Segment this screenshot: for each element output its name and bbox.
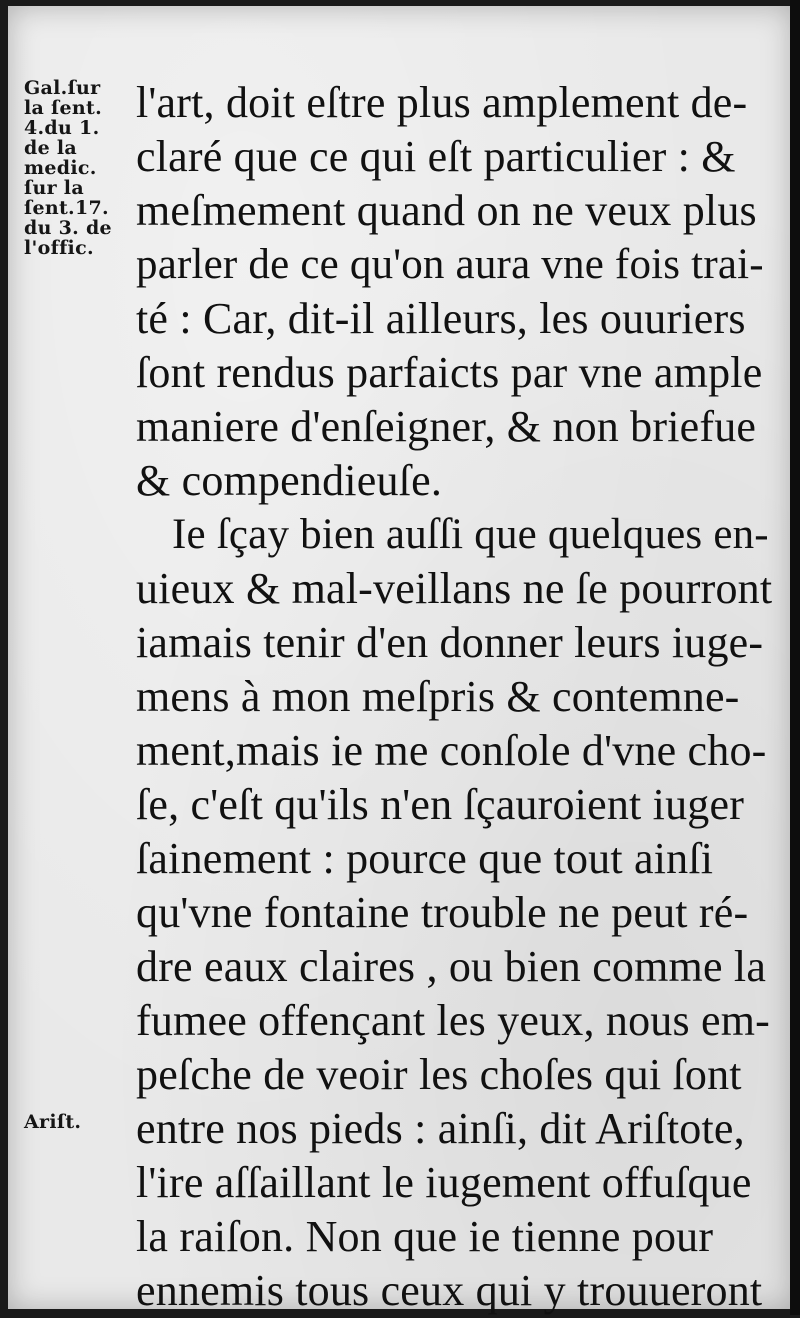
text-line: maniere d'enſeigner, & non briefue — [136, 402, 757, 451]
margin-note-line: ſent.17. — [24, 197, 109, 219]
text-line: & compendieuſe. — [136, 456, 443, 505]
margin-note-line: ſur la — [24, 177, 84, 199]
margin-note-line: 4.du 1. — [24, 117, 100, 139]
body-text — [136, 76, 776, 1318]
text-line: mens à mon meſpris & contemne- — [136, 672, 740, 721]
text-line: ſainement : pource que tout ainſi — [136, 834, 714, 883]
text-line: ſont rendus parfaicts par vne ample — [136, 348, 763, 397]
text-line: parler de ce qu'on aura vne fois trai- — [136, 241, 764, 288]
margin-note-line: medic. — [24, 157, 97, 179]
margin-note-line: l'offic. — [24, 237, 94, 259]
margin-note-aristotle — [24, 1112, 81, 1132]
text-line: claré que ce qui eſt particulier : & — [136, 132, 736, 181]
text-line: l'ire aſſaillant le iugement offuſque — [136, 1158, 752, 1207]
text-line: entre nos pieds : ainſi, dit Ariſtote, — [136, 1104, 745, 1153]
text-line: ſe, c'eſt qu'ils n'en ſçauroient iuger — [136, 780, 745, 829]
page-gutter — [790, 0, 800, 1315]
margin-note-line: du 3. de — [24, 217, 112, 239]
margin-note-line: Gal.ſur — [24, 77, 101, 99]
text-line: qu'vne fontaine trouble ne peut ré- — [136, 888, 749, 937]
paragraph-start-line: Ie ſçay bien auſſi que quelques en- — [172, 511, 769, 558]
margin-note-line: de la — [24, 137, 78, 159]
text-line: ment,mais ie me conſole d'vne cho- — [136, 726, 767, 775]
margin-note-line: Ariſt. — [24, 1111, 82, 1133]
text-line: peſche de veoir les choſes qui ſont — [136, 1050, 742, 1099]
text-line: ennemis tous ceux qui y trouueront — [136, 1266, 763, 1315]
text-line: dre eaux claires , ou bien comme la — [136, 942, 767, 991]
text-line: meſmement quand on ne veux plus — [136, 186, 757, 235]
text-line: uieux & mal-veillans ne ſe pourront — [136, 564, 773, 613]
margin-note-line: la ſent. — [24, 97, 103, 119]
text-line: l'art, doit eſtre plus amplement de- — [136, 78, 748, 127]
text-line: té : Car, dit-il ailleurs, les ouuriers — [136, 294, 746, 343]
text-line: la raiſon. Non que ie tienne pour — [136, 1212, 714, 1261]
margin-note-galen — [24, 78, 112, 258]
text-line: iamais tenir d'en donner leurs iuge- — [136, 618, 764, 667]
text-line: fumee offençant les yeux, nous em- — [136, 996, 770, 1045]
